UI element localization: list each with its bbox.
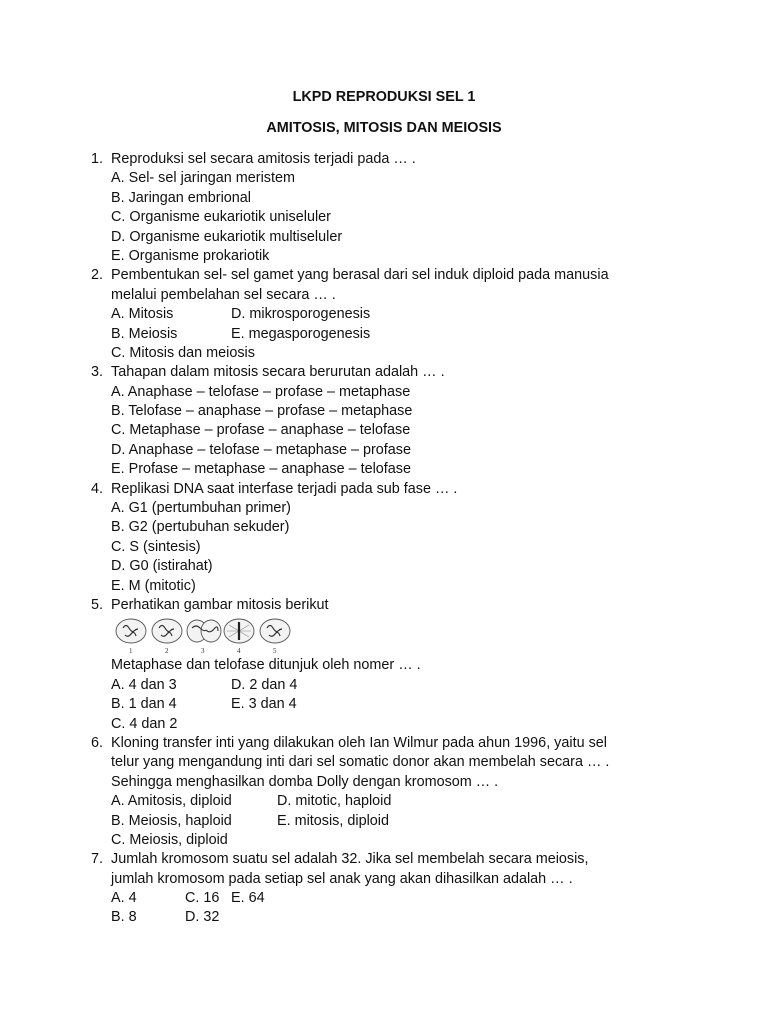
answer-option: D. mitotic, haploid xyxy=(277,793,392,810)
answer-option-row xyxy=(91,577,691,596)
answer-option: D. 2 dan 4 xyxy=(231,676,298,693)
answer-option-row xyxy=(91,538,691,557)
question-number: 5. xyxy=(91,596,104,613)
question-text xyxy=(91,596,691,615)
answer-option: B. Telofase – anaphase – profase – metaphase xyxy=(111,403,413,420)
answer-option: C. Meiosis, diploid xyxy=(111,831,228,848)
answer-option-row xyxy=(91,792,691,811)
question-line: Sehingga menghasilkan domba Dolly dengan kromosom … . xyxy=(111,773,499,790)
answer-option-row xyxy=(91,325,691,344)
question-text xyxy=(91,734,691,753)
answer-option-row xyxy=(91,383,691,402)
answer-option: B. Jaringan embrional xyxy=(111,189,251,206)
answer-option: D. mikrosporogenesis xyxy=(231,306,371,323)
answer-option: A. Mitosis xyxy=(111,306,174,323)
answer-option: A. Amitosis, diploid xyxy=(111,793,232,810)
question-4 xyxy=(91,480,691,596)
mitosis-stages-illustration xyxy=(115,616,315,656)
question-text xyxy=(91,266,691,285)
question-line: Perhatikan gambar mitosis berikut xyxy=(111,596,329,613)
cell-stage-1 xyxy=(116,619,146,643)
question-text xyxy=(91,870,691,889)
question-line: Reproduksi sel secara amitosis terjadi pada … . xyxy=(111,151,416,167)
question-number: 4. xyxy=(91,480,104,497)
answer-option: C. 4 dan 2 xyxy=(111,715,178,732)
answer-option: E. 3 dan 4 xyxy=(231,696,297,713)
question-line: Tahapan dalam mitosis secara berurutan adalah … . xyxy=(111,364,445,381)
question-text xyxy=(91,286,691,305)
answer-option-row xyxy=(91,441,691,460)
cell-stage-5 xyxy=(260,619,290,643)
answer-option: A. Anaphase – telofase – profase – metaphase xyxy=(111,383,411,400)
question-2 xyxy=(91,266,691,363)
question-number: 6. xyxy=(91,734,104,751)
question-line: Replikasi DNA saat interfase terjadi pada sub fase … . xyxy=(111,480,458,497)
answer-option: B. Meiosis xyxy=(111,325,178,342)
question-list xyxy=(91,150,691,928)
question-line: Kloning transfer inti yang dilakukan oleh Ian Wilmur pada ahun 1996, yaitu sel xyxy=(111,734,607,751)
answer-option-row xyxy=(91,169,691,188)
cell-stage-2 xyxy=(152,619,182,643)
answer-option: D. 32 xyxy=(185,909,220,926)
question-7 xyxy=(91,850,691,928)
answer-option-row xyxy=(91,208,691,227)
answer-option: E. megasporogenesis xyxy=(231,325,371,342)
question-1 xyxy=(91,150,691,266)
answer-option-row xyxy=(91,189,691,208)
answer-option-row xyxy=(91,499,691,518)
cell-stage-4 xyxy=(224,619,254,643)
answer-option-row xyxy=(91,557,691,576)
answer-option-row xyxy=(91,247,691,266)
question-number: 2. xyxy=(91,267,104,284)
question-line: Metaphase dan telofase ditunjuk oleh nomer … . xyxy=(111,657,421,674)
question-text xyxy=(91,850,691,869)
answer-option-row xyxy=(91,812,691,831)
question-6 xyxy=(91,734,691,850)
question-line: jumlah kromosom pada setiap sel anak yang akan dihasilkan adalah … . xyxy=(111,870,573,887)
question-line: telur yang mengandung inti dari sel somatic donor akan membelah secara … . xyxy=(111,754,610,771)
answer-option-row xyxy=(91,889,691,908)
answer-option-row xyxy=(91,305,691,324)
question-number: 7. xyxy=(91,851,104,868)
answer-option: C. S (sintesis) xyxy=(111,538,201,555)
answer-option-row xyxy=(91,518,691,537)
answer-option: A. G1 (pertumbuhan primer) xyxy=(111,500,291,517)
mitosis-figure xyxy=(115,616,691,656)
answer-option-row xyxy=(91,344,691,363)
answer-option: B. G2 (pertubuhan sekuder) xyxy=(111,519,290,536)
answer-option: E. Profase – metaphase – anaphase – telofase xyxy=(111,461,412,478)
question-text xyxy=(91,480,691,499)
question-line: Jumlah kromosom suatu sel adalah 32. Jika sel membelah secara meiosis, xyxy=(111,851,589,868)
question-number: 3. xyxy=(91,364,104,381)
answer-option: D. Organisme eukariotik multiseluler xyxy=(111,228,343,245)
answer-option-row xyxy=(91,908,691,927)
answer-option-row xyxy=(91,676,691,695)
question-line: melalui pembelahan sel secara … . xyxy=(111,286,336,303)
answer-option: B. 8 xyxy=(111,909,137,926)
figure-label: 3 xyxy=(201,647,205,656)
figure-label: 1 xyxy=(129,647,133,656)
answer-option-row xyxy=(91,228,691,247)
answer-option-row xyxy=(91,695,691,714)
answer-option: E. Organisme prokariotik xyxy=(111,247,270,264)
answer-option: E. 64 xyxy=(231,890,265,907)
figure-label: 4 xyxy=(237,647,241,656)
answer-option: D. G0 (istirahat) xyxy=(111,558,213,575)
question-line: Pembentukan sel- sel gamet yang berasal dari sel induk diploid pada manusia xyxy=(111,267,609,284)
question-text xyxy=(91,656,691,675)
answer-option: C. 16 xyxy=(185,890,220,907)
answer-option: C. Organisme eukariotik uniseluler xyxy=(111,209,331,226)
answer-option: E. M (mitotic) xyxy=(111,577,196,594)
question-text xyxy=(91,773,691,792)
answer-option-row xyxy=(91,402,691,421)
question-3 xyxy=(91,363,691,479)
answer-option-row xyxy=(91,715,691,734)
answer-option-row xyxy=(91,831,691,850)
question-5 xyxy=(91,596,691,734)
answer-option: C. Mitosis dan meiosis xyxy=(111,344,255,361)
answer-option: A. Sel- sel jaringan meristem xyxy=(111,170,295,187)
document-title: LKPD REPRODUKSI SEL 1 xyxy=(292,89,476,105)
question-number: 1. xyxy=(91,151,104,167)
answer-option: A. 4 dan 3 xyxy=(111,676,177,693)
answer-option: B. 1 dan 4 xyxy=(111,696,177,713)
figure-label: 5 xyxy=(273,647,277,656)
figure-label: 2 xyxy=(165,647,169,656)
answer-option: D. Anaphase – telofase – metaphase – profase xyxy=(111,441,412,458)
question-text xyxy=(91,150,691,169)
answer-option-row xyxy=(91,460,691,479)
cell-stage-3 xyxy=(187,620,221,642)
answer-option-row xyxy=(91,421,691,440)
question-text xyxy=(91,753,691,772)
answer-option: C. Metaphase – profase – anaphase – telofase xyxy=(111,422,411,439)
document-subtitle: AMITOSIS, MITOSIS DAN MEIOSIS xyxy=(266,120,502,136)
answer-option: B. Meiosis, haploid xyxy=(111,812,232,829)
answer-option: E. mitosis, diploid xyxy=(277,812,389,829)
answer-option: A. 4 xyxy=(111,890,137,907)
question-text xyxy=(91,363,691,382)
